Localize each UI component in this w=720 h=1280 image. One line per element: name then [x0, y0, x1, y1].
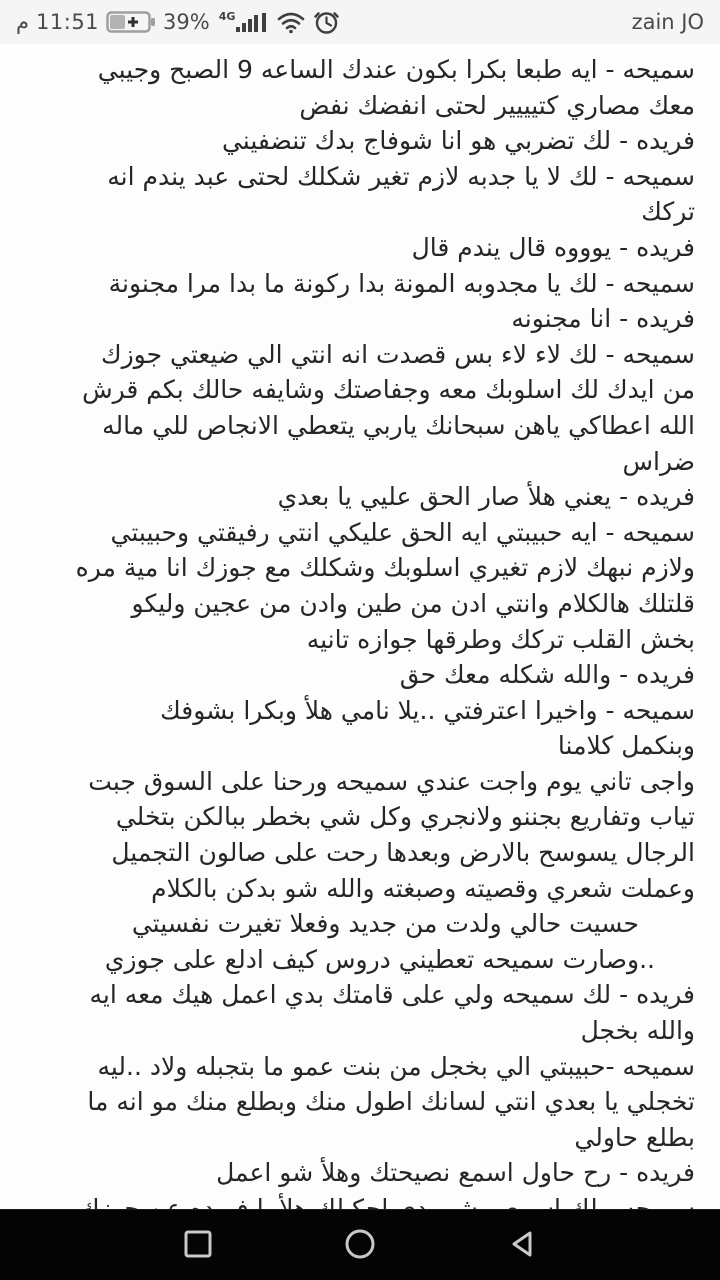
- recents-button[interactable]: [180, 1227, 216, 1263]
- triangle-left-icon: [505, 1227, 539, 1264]
- signal-bars-icon: [217, 10, 270, 34]
- text-line: ولازم نبهك لازم تغيري اسلوبك وشكلك مع جوزك انا مية مره: [75, 553, 695, 583]
- text-line: وبنكمل كلامنا: [557, 731, 695, 761]
- wifi-icon: [276, 10, 306, 34]
- text-line: ضراس: [622, 446, 695, 476]
- text-line: بخش القلب تركك وطرقها جوازه تانيه: [306, 624, 695, 654]
- carrier-label: zain JO: [631, 10, 704, 34]
- text-line: تياب وتفاريع بجننو ولانجري وكل شي بخطر ببالكن بتخلي: [115, 802, 695, 832]
- text-line: الرجال يسوسح بالارض وبعدها رحت على صالون التجميل: [111, 838, 695, 868]
- text-line: فريده - والله شكله معك حق: [399, 660, 695, 690]
- text-line: قلتلك هالكلام وانتي ادن من طين وادن من عجين وليكو: [131, 588, 695, 618]
- text-line: وعملت شعري وقصيته وصبغته والله شو بدكن بالكلام: [151, 873, 695, 903]
- text-line: سميحه - لك لاء لاء بس قصدت انه انتي الي ضيعتي جوزك: [100, 339, 695, 369]
- text-line: تركك: [641, 197, 695, 227]
- text-line: فريده - رح حاول اسمع نصيحتك وهلأ شو اعمل: [216, 1158, 695, 1188]
- text-line: سميحه - ايه طبعا بكرا بكون عندك الساعه 9 الصبح وجيبي: [97, 55, 695, 84]
- text-line: بطلع حاولي: [574, 1122, 695, 1152]
- text-line: فريده - لك تضربي هو انا شوفاج بدك تنضفيني: [221, 126, 695, 156]
- circle-icon: [343, 1227, 377, 1264]
- text-line: سميحه - لك يا مجدوبه المونة بدا ركونة ما بدا مرا مجنونة: [108, 268, 695, 298]
- text-line: واجى تاني يوم واجت عندي سميحه ورحنا على السوق جبت: [88, 766, 695, 796]
- text-line: معك مصاري كتيييير لحتى انفضك نفض: [299, 90, 695, 120]
- text-line: سميحه - لك لا يا جدبه لازم تغير شكلك لحتى عبد يندم انه: [107, 161, 695, 191]
- meridiem-label: م: [16, 10, 30, 34]
- text-line: سميحه - ايه حبيبتي ايه الحق عليكي انتي رفيقتي وحبيبتي: [110, 517, 695, 547]
- text-line: فريده - يعني هلأ صار الحق عليي يا بعدي: [277, 482, 695, 512]
- status-bar: [0, 0, 720, 44]
- text-line: فريده - يوووه قال يندم قال: [411, 232, 695, 262]
- text-line: والله بخجل: [580, 1016, 695, 1046]
- network-badge: 4G: [218, 9, 236, 23]
- text-line: سميحه - واخيرا اعترفتي ..يلا نامي هلأ وبكرا بشوفك: [160, 695, 695, 725]
- text-line: فريده - انا مجنونه: [511, 304, 695, 334]
- text-line: تخجلي يا بعدي انتي لسانك اطول منك وبطلع منك مو انه ما: [87, 1087, 695, 1117]
- text-line: فريده - لك سميحه ولي على قامتك بدي اعمل هيك معه ايه: [89, 980, 695, 1010]
- text-line: ..وصارت سميحه تعطيني دروس كيف ادلع على جوزي: [104, 944, 655, 974]
- square-icon: [181, 1227, 215, 1264]
- battery-percent: 39%: [163, 10, 210, 34]
- clipped-text-line: [25, 1191, 695, 1204]
- story-text: [0, 44, 720, 1204]
- text-line: سميحه -حبيبتي الي بخجل من بنت عمو ما بتجبله ولاد ..ليه: [97, 1051, 695, 1081]
- text-line: حسيت حالي ولدت من جديد وفعلا تغيرت نفسيتي: [131, 909, 639, 939]
- battery-charging-icon: [106, 9, 156, 35]
- text-line: الله اعطاكي ياهن سبحانك ياربي يتعطي الانجاص للي ماله: [102, 410, 695, 440]
- home-button[interactable]: [342, 1227, 378, 1263]
- text-line: من ايدك لك اسلوبك معه وجفاصتك وشايفه حالك بكم قرش: [82, 375, 695, 405]
- clock-time: 11:51: [36, 10, 100, 34]
- back-button[interactable]: [504, 1227, 540, 1263]
- android-navigation-bar: [0, 1209, 720, 1280]
- alarm-clock-icon: [313, 9, 340, 35]
